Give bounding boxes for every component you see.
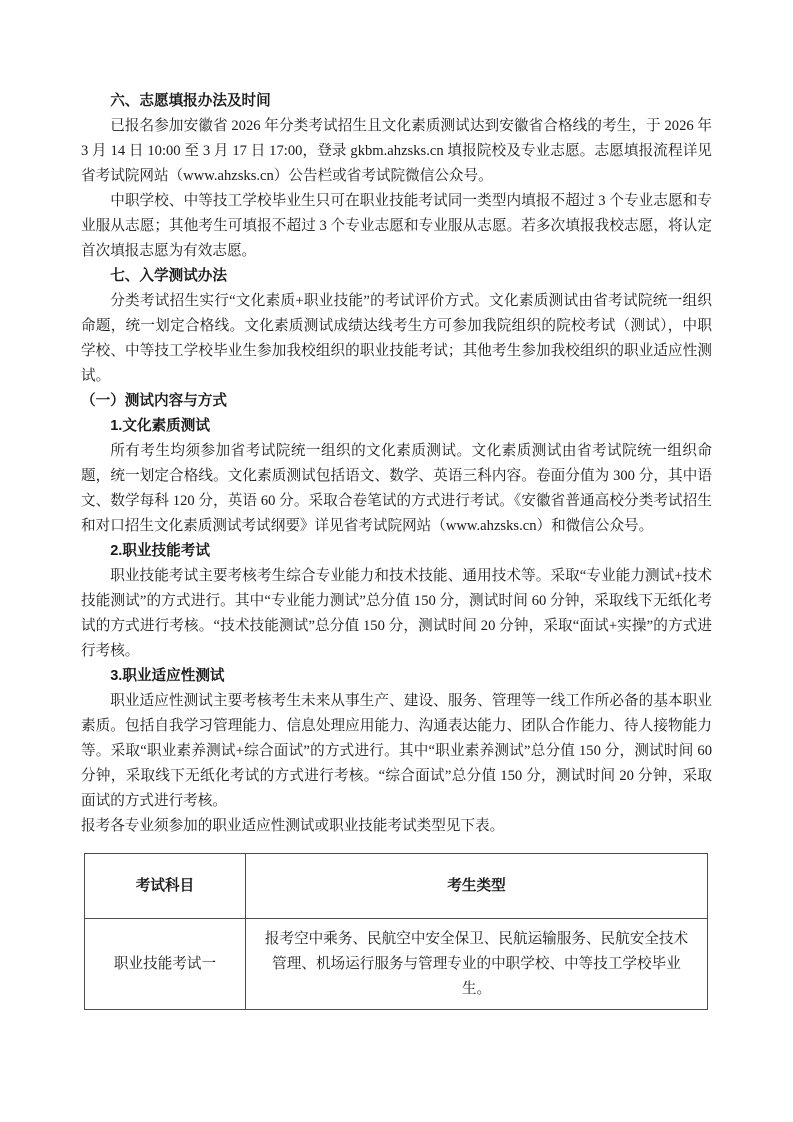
table-header-candidate-type: 考生类型 — [246, 854, 708, 919]
heading-vocational-skills-exam: 2.职业技能考试 — [110, 543, 210, 559]
table-cell-candidate-type: 报考空中乘务、民航空中安全保卫、民航运输服务、民航安全技术管理、机场运行服务与管理专业的中职学校、中等技工学校毕业生。 — [246, 919, 708, 1010]
heading-section-6-volunteer-methods: 六、志愿填报办法及时间 — [110, 93, 271, 109]
document-body — [81, 89, 712, 1010]
para-vocational-aptitude-test: 职业适应性测试主要考核考生未来从事生产、建设、服务、管理等一线工作所必备的基本职业素质。包括自我学习管理能力、信息处理应用能力、沟通表达能力、团队合作能力、待人接物能力等。采取“职业素养测试+综合面试”的方式进行。其中“职业素养测试”总分值 150 分，测试时间 60 分钟，采取线下无纸化考试的方式进行考核。“综合面试”总分值 150 分，测试时间 20 分钟，采取面试的方式进行考核。 — [81, 693, 712, 809]
para-volunteer-limits: 中职学校、中等技工学校毕业生只可在职业技能考试同一类型内填报不超过 3 个专业志愿和专业服从志愿；其他考生可填报不超过 3 个专业志愿和专业服从志愿。若多次填报我校志愿，将认定首次填报志愿为有效志愿。 — [81, 193, 712, 259]
table-cell-exam-subject: 职业技能考试一 — [85, 919, 246, 1010]
para-table-intro: 报考各专业须参加的职业适应性测试或职业技能考试类型见下表。 — [81, 818, 505, 834]
para-cultural-quality-test: 所有考生均须参加省考试院统一组织的文化素质测试。文化素质测试由省考试院统一组织命题，统一划定合格线。文化素质测试包括语文、数学、英语三科内容。卷面分值为 300 分，其中语文、数学每科 120 分，英语 60 分。采取合卷笔试的方式进行考试。《安徽省普通高校分类考试招生和对口招生文化素质测试考试纲要》详见省考试院网站（www.ahzsks.cn）和微信公众号。 — [81, 443, 712, 534]
para-registration-and-login: 已报名参加安徽省 2026 年分类考试招生且文化素质测试达到安徽省合格线的考生，于 2026 年 3 月 14 日 10:00 至 3 月 17 日 17:00，登录 gkbm.ahzsks.cn 填报院校及专业志愿。志愿填报流程详见省考试院网站（www.ahzsks.cn）公告栏或省考试院微信公众号。 — [81, 118, 712, 184]
table-header-exam-subject: 考试科目 — [85, 854, 246, 919]
table-header-row — [85, 854, 708, 919]
heading-section-7-entrance-test: 七、入学测试办法 — [110, 268, 227, 284]
heading-cultural-quality-test: 1.文化素质测试 — [110, 418, 210, 434]
table-row — [85, 919, 708, 1010]
heading-test-content-and-method: （一）测试内容与方式 — [81, 393, 227, 409]
exam-type-table — [84, 853, 708, 1010]
heading-vocational-aptitude-test: 3.职业适应性测试 — [110, 668, 225, 684]
para-vocational-skills-exam: 职业技能考试主要考核考生综合专业能力和技术技能、通用技术等。采取“专业能力测试+技术技能测试”的方式进行。其中“专业能力测试”总分值 150 分，测试时间 60 分钟，采取线下无纸化考试的方式进行考核。“技术技能测试”总分值 150 分，测试时间 20 分钟，采取“面试+实操”的方式进行考核。 — [81, 568, 712, 659]
para-test-evaluation-method: 分类考试招生实行“文化素质+职业技能”的考试评价方式。文化素质测试由省考试院统一组织命题，统一划定合格线。文化素质测试成绩达线考生方可参加我院组织的院校考试（测试），中职学校、中等技工学校毕业生参加我校组织的职业技能考试；其他考生参加我校组织的职业适应性测试。 — [81, 293, 712, 384]
